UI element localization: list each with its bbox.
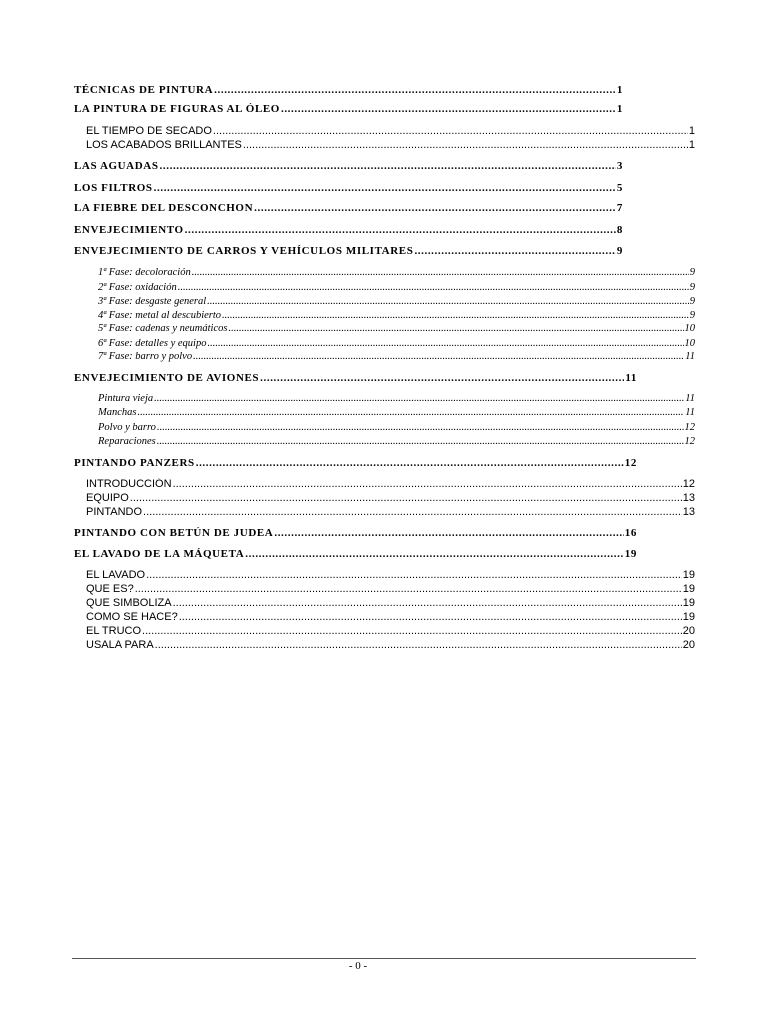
toc-entry-page: 12 — [682, 478, 695, 490]
toc-entry[interactable] — [98, 393, 695, 404]
toc-entry-page: 16 — [624, 527, 637, 539]
toc-entry-page: 11 — [685, 393, 695, 404]
toc-entry-title: 5ª Fase: cadenas y neumáticos — [98, 323, 228, 334]
toc-entry[interactable] — [86, 583, 695, 595]
toc-dot-leader — [160, 160, 616, 172]
toc-entry-page: 10 — [684, 338, 695, 349]
toc-dot-leader — [143, 506, 682, 518]
toc-entry-page: 13 — [682, 506, 695, 518]
toc-dot-leader — [228, 323, 683, 334]
toc-entry-title: Pintura vieja — [98, 393, 154, 404]
toc-entry[interactable] — [74, 527, 637, 539]
toc-dot-leader — [254, 202, 616, 214]
toc-dot-leader — [179, 611, 682, 623]
toc-entry-title: PINTANDO CON BETÚN DE JUDEA — [74, 527, 274, 539]
toc-dot-leader — [207, 296, 689, 307]
toc-dot-leader — [243, 139, 688, 151]
toc-entry-title: LA FIEBRE DEL DESCONCHON — [74, 202, 254, 214]
toc-entry[interactable] — [86, 478, 695, 490]
toc-dot-leader — [142, 625, 682, 637]
toc-dot-leader — [185, 224, 616, 236]
toc-entry-title: EL TIEMPO DE SECADO — [86, 125, 212, 137]
toc-dot-leader — [154, 182, 616, 194]
toc-entry-title: TÉCNICAS DE PINTURA — [74, 84, 214, 96]
toc-entry-page: 9 — [616, 245, 623, 257]
toc-entry[interactable] — [74, 457, 637, 469]
toc-entry-title: EL TRUCO — [86, 625, 142, 637]
toc-entry-title: 2ª Fase: oxidación — [98, 282, 177, 293]
toc-dot-leader — [157, 436, 684, 447]
toc-entry[interactable] — [86, 597, 695, 609]
toc-dot-leader — [192, 267, 689, 278]
toc-entry-title: QUE ES? — [86, 583, 134, 595]
toc-entry[interactable] — [98, 296, 695, 307]
toc-entry-title: LAS AGUADAS — [74, 160, 159, 172]
toc-dot-leader — [157, 422, 684, 433]
toc-entry-title: 4ª Fase: metal al descubierto — [98, 310, 222, 321]
toc-entry[interactable] — [74, 202, 623, 214]
toc-dot-leader — [146, 569, 682, 581]
toc-entry[interactable] — [86, 139, 695, 151]
toc-entry-page: 11 — [685, 407, 695, 418]
toc-entry[interactable] — [98, 407, 695, 418]
toc-entry-title: Reparaciones — [98, 436, 156, 447]
toc-dot-leader — [130, 492, 682, 504]
toc-entry-page: 19 — [682, 611, 695, 623]
toc-entry-page: 13 — [682, 492, 695, 504]
toc-dot-leader — [260, 372, 624, 384]
toc-entry[interactable] — [98, 282, 695, 293]
toc-dot-leader — [155, 639, 682, 651]
toc-entry[interactable] — [86, 492, 695, 504]
toc-dot-leader — [214, 84, 616, 96]
toc-dot-leader — [281, 103, 616, 115]
toc-entry-page: 11 — [625, 372, 637, 384]
toc-dot-leader — [222, 310, 689, 321]
toc-entry-title: EL LAVADO — [86, 569, 146, 581]
toc-dot-leader — [196, 457, 624, 469]
toc-dot-leader — [173, 478, 682, 490]
toc-entry-title: QUE SIMBOLIZA — [86, 597, 172, 609]
toc-entry-page: 1 — [616, 84, 623, 96]
toc-entry-page: 12 — [684, 422, 695, 433]
toc-entry[interactable] — [74, 548, 637, 560]
toc-entry-page: 19 — [624, 548, 637, 560]
toc-entry-title: USALA PARA — [86, 639, 154, 651]
toc-entry-page: 5 — [616, 182, 623, 194]
toc-dot-leader — [193, 351, 684, 362]
toc-entry[interactable] — [86, 639, 695, 651]
toc-entry-page: 19 — [682, 597, 695, 609]
toc-entry-title: EL LAVADO DE LA MÁQUETA — [74, 548, 245, 560]
toc-entry[interactable] — [86, 125, 695, 137]
toc-entry-title: PINTANDO — [86, 506, 143, 518]
toc-dot-leader — [135, 583, 682, 595]
toc-entry[interactable] — [74, 372, 637, 384]
toc-entry-title: 7ª Fase: barro y polvo — [98, 351, 193, 362]
toc-entry-page: 20 — [682, 639, 695, 651]
toc-dot-leader — [245, 548, 624, 560]
toc-entry-page: 1 — [688, 139, 695, 151]
toc-entry[interactable] — [86, 506, 695, 518]
toc-entry[interactable] — [98, 310, 695, 321]
toc-entry-page: 9 — [689, 310, 695, 321]
toc-entry-title: COMO SE HACE? — [86, 611, 178, 623]
toc-entry[interactable] — [74, 224, 623, 236]
toc-entry[interactable] — [86, 611, 695, 623]
toc-entry-title: LOS ACABADOS BRILLANTES — [86, 139, 242, 151]
toc-entry-page: 20 — [682, 625, 695, 637]
toc-entry[interactable] — [74, 103, 623, 115]
toc-entry-page: 9 — [689, 267, 695, 278]
toc-entry-title: 3ª Fase: desgaste general — [98, 296, 207, 307]
toc-entry[interactable] — [98, 422, 695, 433]
toc-entry[interactable] — [98, 267, 695, 278]
page-number: - 0 - — [348, 960, 368, 972]
toc-dot-leader — [274, 527, 623, 539]
toc-dot-leader — [414, 245, 615, 257]
toc-entry-page: 9 — [689, 296, 695, 307]
toc-entry-title: Manchas — [98, 407, 137, 418]
toc-entry-page: 7 — [616, 202, 623, 214]
toc-entry-page: 1 — [688, 125, 695, 137]
toc-entry-page: 11 — [685, 351, 695, 362]
toc-dot-leader — [207, 338, 683, 349]
toc-entry-page: 10 — [684, 323, 695, 334]
toc-entry[interactable] — [86, 569, 695, 581]
toc-entry-title: Polvo y barro — [98, 422, 156, 433]
toc-entry-page: 12 — [684, 436, 695, 447]
toc-dot-leader — [138, 407, 685, 418]
footer-rule — [72, 958, 696, 959]
toc-entry[interactable] — [86, 625, 695, 637]
toc-entry-page: 9 — [689, 282, 695, 293]
toc-entry-title: 6ª Fase: detalles y equipo — [98, 338, 207, 349]
toc-entry-title: INTRODUCCIÓN — [86, 478, 172, 490]
toc-entry-page: 8 — [616, 224, 623, 236]
toc-dot-leader — [154, 393, 684, 404]
toc-entry-title: PINTANDO PANZERS — [74, 457, 195, 469]
toc-entry-page: 1 — [616, 103, 623, 115]
toc-entry[interactable] — [98, 323, 695, 334]
toc-entry-title: LA PINTURA DE FIGURAS AL ÓLEO — [74, 103, 280, 115]
toc-entry[interactable] — [98, 351, 695, 362]
toc-entry[interactable] — [74, 160, 623, 172]
toc-entry[interactable] — [74, 245, 623, 257]
toc-entry-page: 19 — [682, 583, 695, 595]
toc-entry-page: 19 — [682, 569, 695, 581]
toc-entry-title: LOS FILTROS — [74, 182, 153, 194]
toc-dot-leader — [173, 597, 682, 609]
toc-entry-title: ENVEJECIMIENTO — [74, 224, 184, 236]
toc-entry-title: 1ª Fase: decoloración — [98, 267, 191, 278]
toc-dot-leader — [178, 282, 689, 293]
toc-entry[interactable] — [98, 436, 695, 447]
toc-entry-page: 12 — [624, 457, 637, 469]
toc-entry[interactable] — [74, 84, 623, 96]
toc-entry-title: ENVEJECIMIENTO DE AVIONES — [74, 372, 260, 384]
toc-entry[interactable] — [74, 182, 623, 194]
toc-entry-title: ENVEJECIMIENTO DE CARROS Y VEHÍCULOS MILITARES — [74, 245, 414, 257]
toc-entry-title: EQUIPO — [86, 492, 129, 504]
toc-entry[interactable] — [98, 338, 695, 349]
toc-dot-leader — [213, 125, 688, 137]
toc-entry-page: 3 — [616, 160, 623, 172]
